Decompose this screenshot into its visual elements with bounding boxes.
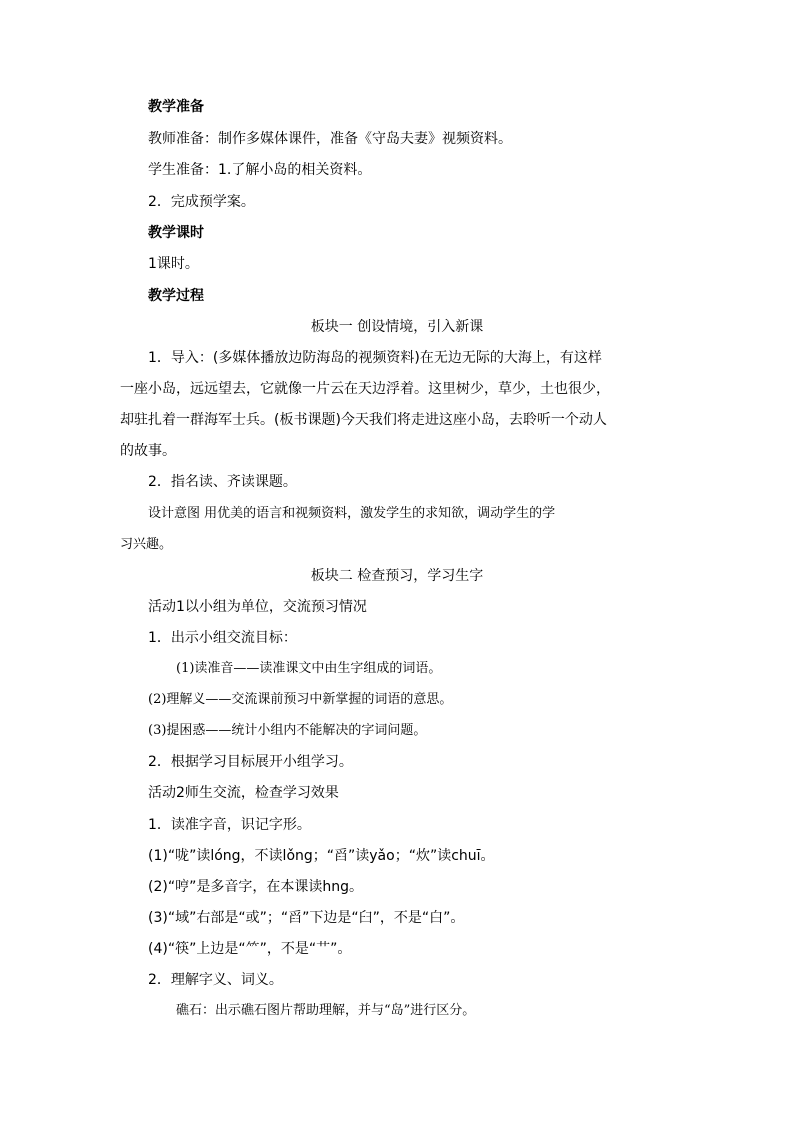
goal-2: (2)理解义——交流课前预习中新掌握的词语的意思。	[148, 692, 453, 707]
activity-1: 活动1以小组为单位，交流预习情况	[148, 599, 367, 615]
glyph-3: (3)“域”右部是“或”；“舀”下边是“臼”，不是“白”。	[148, 910, 465, 926]
section-title-2: 板块二 检查预习，学习生字	[310, 568, 484, 584]
teacher-prep: 教师准备：制作多媒体课件，准备《守岛夫妻》视频资料。	[148, 131, 512, 147]
group-study: 2．根据学习目标展开小组学习。	[148, 754, 353, 770]
activity-2: 活动2师生交流，检查学习效果	[148, 785, 339, 801]
class-hours: 1课时。	[148, 256, 199, 272]
goal-3: (3)提困惑——统计小组内不能解决的字词问题。	[148, 723, 427, 738]
intro-line-1: 1．导入：(多媒体播放边防海岛的视频资料)在无边无际的大海上，有这样	[148, 350, 602, 366]
heading-teaching-process: 教学过程	[148, 288, 204, 304]
read-pronunciation: 1．读准字音，识记字形。	[148, 817, 311, 833]
heading-class-hours: 教学课时	[148, 225, 204, 241]
intro-line-3: 却驻扎着一群海军士兵。(板书课题)今天我们将走进这座小岛，去聆听一个动人	[120, 412, 607, 428]
design-intent-2: 习兴趣。	[120, 537, 173, 552]
read-title: 2．指名读、齐读课题。	[148, 474, 297, 490]
intro-line-4: 的故事。	[120, 443, 176, 459]
pronunciation-1: (1)“咙”读lóng，不读lǒng；“舀”读yǎo；“炊”读chuī。	[148, 848, 495, 864]
intro-line-2: 一座小岛，远远望去，它就像一片云在天边浮着。这里树少，草少，土也很少，	[120, 381, 610, 397]
group-goals: 1．出示小组交流目标：	[148, 630, 297, 646]
glyph-4: (4)“筷”上边是“⺮”，不是“艹”。	[148, 941, 352, 957]
understand-meaning: 2．理解字义、词义。	[148, 972, 283, 988]
pronunciation-2: (2)“哼”是多音字，在本课读hng。	[148, 879, 363, 895]
design-intent-1: 设计意图 用优美的语言和视频资料，激发学生的求知欲，调动学生的学	[148, 506, 556, 521]
reef-note: 礁石：出示礁石图片帮助理解，并与“岛”进行区分。	[176, 1003, 476, 1018]
goal-1: (1)读准音——读准课文中由生字组成的词语。	[176, 661, 442, 676]
student-prep-1: 学生准备：1.了解小岛的相关资料。	[148, 162, 372, 178]
student-prep-2: 2．完成预学案。	[148, 194, 255, 210]
section-title-1: 板块一 创设情境，引入新课	[310, 319, 484, 335]
heading-teaching-prep: 教学准备	[148, 99, 204, 115]
